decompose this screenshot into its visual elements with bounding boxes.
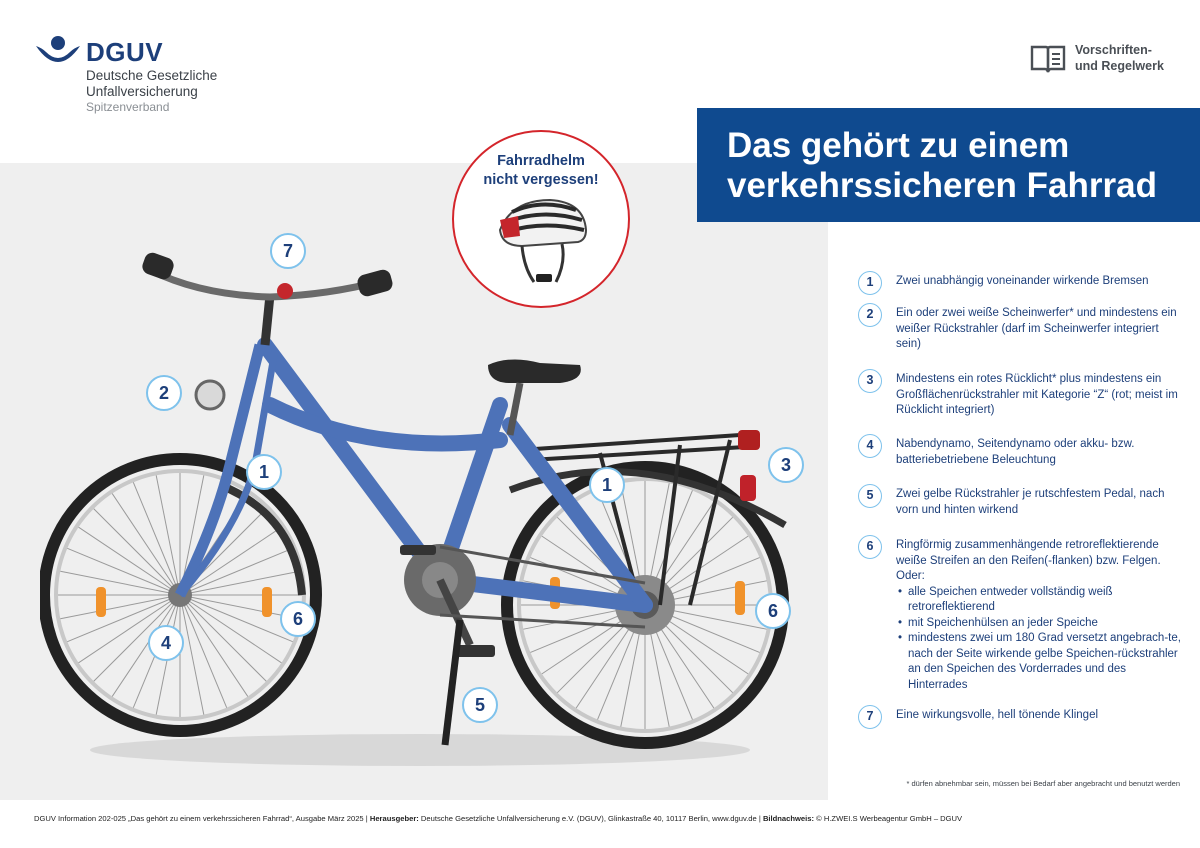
rear-light [738,430,760,450]
page-title-line-1: Das gehört zu einem [727,126,1070,165]
list-item-text: Eine wirkungsvolle, hell tönende Klingel [896,709,1099,721]
rear-reflector [740,475,756,501]
footer-publication: DGUV Information 202-025 „Das gehört zu einem verkehrssicheren Fahrrad“, Ausgabe März 2025 | [34,814,370,823]
list-panel-background [828,163,1200,800]
page-title-line-2: verkehrssicheren Fahrrad [727,166,1157,205]
footer-credits [34,814,1174,823]
helmet-line-1: Fahrradhelm [497,153,585,169]
list-item-number: 2 [858,303,882,327]
regelwerk-line-2: und Regelwerk [1075,59,1164,73]
regelwerk-label [1075,42,1164,74]
pedal [455,645,495,657]
logo-line-2: Unfallversicherung [86,84,198,99]
marker-6-front-reflector: 6 [280,601,316,637]
stem [265,295,270,345]
spoke [180,595,266,681]
kickstand [445,620,460,745]
footer-publisher-label: Herausgeber: [369,814,419,823]
marker-2-headlight: 2 [146,375,182,411]
marker-7-bell: 7 [270,233,306,269]
marker-6-rear-reflector: 6 [755,593,791,629]
front-spoke-reflector-left [96,587,106,617]
rear-spoke-reflector-right [735,581,745,615]
helmet-line-2: nicht vergessen! [483,172,599,188]
handlebar [150,270,385,297]
headlight [196,381,224,409]
list-item-text: Zwei gelbe Rückstrahler je rutschfestem Pedal, nach vorn und hinten wirkend [896,488,1165,516]
saddle [488,359,581,383]
marker-4-dynamo: 4 [148,625,184,661]
list-item-text: Mindestens ein rotes Rücklicht* plus mindestens ein Großflächenrückstrahler mit Kategorie “Z“ (rot; meist im Rücklicht integriert) [896,373,1178,416]
list-item-text: Ein oder zwei weiße Scheinwerfer* und mindestens ein weißer Rückstrahler (darf im Scheinwerfer integriert sein) [896,307,1177,350]
bullet-item: • alle Speichen entweder vollständig weiß retroreflektierend [896,585,1181,616]
dguv-logo [34,34,254,114]
page-title [727,126,1197,206]
logo-line-3: Spitzenverband [86,100,170,114]
list-item-number: 3 [858,369,882,393]
footer-credit-label: Bildnachweis: [762,814,815,823]
title-banner [697,108,1200,222]
list-item-text: Zwei unabhängig voneinander wirkende Bremsen [896,275,1149,287]
spoke [94,509,180,595]
bullet-list [896,585,1181,694]
list-item-number: 5 [858,484,882,508]
marker-5-pedal: 5 [462,687,498,723]
footnote: * dürfen abnehmbar sein, müssen bei Bedarf aber angebracht und benutzt werden [906,779,1180,788]
regelwerk-line-1: Vorschriften- [1075,43,1152,57]
open-book-icon [1030,44,1066,74]
marker-1-front-brake: 1 [246,454,282,490]
dguv-logo-mark-icon [34,34,82,74]
list-item-number: 4 [858,434,882,458]
logo-wordmark: DGUV [86,37,164,67]
helmet-reminder [452,130,630,308]
list-item-text: Nabendynamo, Seitendynamo oder akku- bzw. batteriebetriebene Beleuchtung [896,438,1135,466]
list-item-number: 6 [858,535,882,559]
marker-1-rear-brake: 1 [589,467,625,503]
right-grip [356,268,395,298]
marker-3-rear-light: 3 [768,447,804,483]
list-item-number: 1 [858,271,882,295]
bell [277,283,293,299]
helmet-reminder-text [454,152,628,190]
bicycle-helmet-icon [492,190,592,290]
footer-publisher: Deutsche Gesetzliche Unfallversicherung e.V. (DGUV), Glinkastraße 40, 10117 Berlin, www.dguv.de | [418,814,763,823]
footer-credit: © H.ZWEI.S Werbeagentur GmbH – DGUV [814,814,963,823]
pedal-upper [400,545,436,555]
logo-line-1: Deutsche Gesetzliche [86,68,218,83]
bullet-item: • mit Speichenhülsen an jeder Speiche [896,616,1181,632]
bullet-item: • mindestens zwei um 180 Grad versetzt angebrach-te, nach der Seite wirkende gelbe Speichen-rückstrahler an den Speichen des Vorderrades und des Hinterrades [896,631,1181,693]
list-item-text: Ringförmig zusammenhängende retroreflektierende weiße Streifen an den Reifen(-flanken) bzw. Felgen. Oder: [896,539,1161,582]
list-item-body [896,538,1181,693]
list-item-number: 7 [858,705,882,729]
bicycle-illustration [40,225,830,785]
front-spoke-reflector-right [262,587,272,617]
regelwerk-badge [1030,42,1190,78]
